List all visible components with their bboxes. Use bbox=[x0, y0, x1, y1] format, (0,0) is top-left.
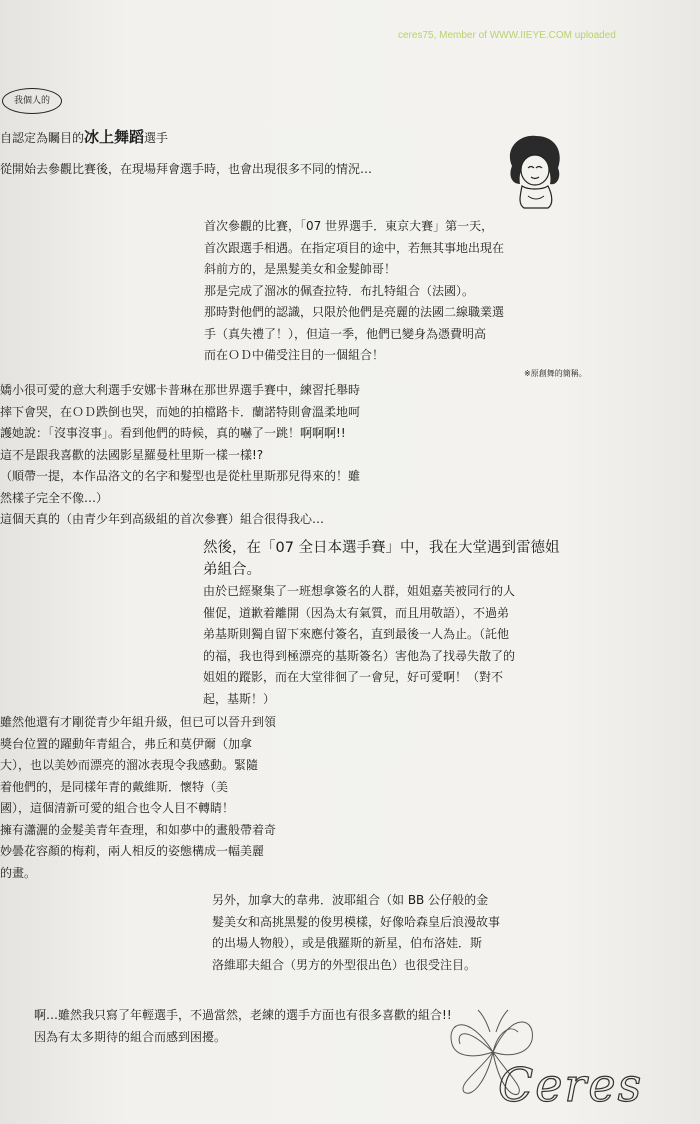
text-line: 啊…雖然我只寫了年輕選手，不過當然，老練的選手方面也有很多喜歡的組合!! bbox=[34, 1008, 452, 1022]
text-line: 因為有太多期待的組合而感到困擾。 bbox=[34, 1029, 227, 1044]
closing-paragraph bbox=[34, 1005, 634, 1048]
text-line: 着他們的，是同樣年青的戴維斯．懷特（美 bbox=[0, 779, 229, 794]
text-line: 那時對他們的認識，只限於他們是亮麗的法國二線職業選 bbox=[204, 305, 505, 319]
text-line: 的出場人物般），或是俄羅斯的新星，伯布洛娃．斯 bbox=[212, 936, 483, 950]
ceres-signature: Ceres bbox=[498, 1058, 644, 1112]
text-line: 嬌小很可愛的意大利選手安娜卡普琳在那世界選手賽中，練習托舉時 bbox=[0, 383, 361, 397]
text-line: 催促，道歉着離開（因為太有氣質，而且用敬語），不過弟 bbox=[203, 605, 510, 620]
paragraph-japan-nationals bbox=[203, 538, 653, 710]
speech-bubble-label: 我個人的 bbox=[2, 88, 62, 114]
text-line: 洛維耶夫組合（男方的外型很出色）也很受注目。 bbox=[212, 957, 477, 972]
text-line: 另外，加拿大的韋弗．波耶組合（如 BB 公仔般的金 bbox=[212, 893, 489, 907]
text-line: 起，基斯！） bbox=[203, 691, 276, 706]
intro-line: 從開始去參觀比賽後，在現場拜會選手時，也會出現很多不同的情況… bbox=[0, 162, 373, 176]
text-line: 大），也以美妙而漂亮的溜冰表現令我感動。緊隨 bbox=[0, 758, 259, 772]
text-line: 雖然他還有才剛從青少年組升級，但已可以晉升到領 bbox=[0, 715, 277, 729]
footnote: ※原創舞的簡稱。 bbox=[524, 369, 587, 378]
text-line: 國），這個清新可愛的組合也令人目不轉睛！ bbox=[0, 801, 235, 815]
text-line: 獎台位置的躍動年青組合，弗丘和莫伊爾（加拿 bbox=[0, 736, 253, 751]
text-line: 髮美女和高挑黑髮的俊男模樣，好像哈森皇后浪漫故事 bbox=[212, 914, 501, 929]
text-line: 這不是跟我喜歡的法國影星羅曼杜里斯一樣一樣!? bbox=[0, 447, 264, 462]
paragraph-other-pairs bbox=[212, 890, 652, 976]
paragraph-young-pairs bbox=[0, 712, 360, 884]
text-line: 首次跟選手相遇。在指定項目的途中，若無其事地出現在 bbox=[204, 240, 505, 255]
text-line: 妙曇花容顏的梅莉，兩人相反的姿態構成一幅美麗 bbox=[0, 844, 265, 858]
text-line: 手（真失禮了！），但這一季，他們已變身為憑費明高 bbox=[204, 326, 487, 341]
heading-suffix: 選手 bbox=[144, 131, 169, 145]
text-line: 弟組合。 bbox=[203, 561, 261, 578]
text-line: 的畫。 bbox=[0, 865, 37, 880]
text-line: 擁有瀟灑的金髮美青年查理，和如夢中的畫般帶着奇 bbox=[0, 822, 277, 837]
text-line: 這個天真的（由青少年到高級組的首次參賽）組合很得我心… bbox=[0, 512, 325, 526]
paragraph-worlds bbox=[204, 216, 634, 367]
section-heading bbox=[0, 126, 420, 147]
text-line: （順帶一提，本作品洛文的名字和髮型也是從杜里斯那兒得來的！雖 bbox=[0, 469, 361, 483]
uploader-watermark: ceres75, Member of WWW.IIEYE.COM uploaded bbox=[398, 30, 616, 41]
text-line: 弟基斯則獨自留下來應付簽名，直到最後一人為止。（託他 bbox=[203, 627, 510, 641]
text-line: 然後，在「07 全日本選手賽」中，我在大堂遇到雷德姐 bbox=[203, 540, 560, 556]
heading-prefix: 自認定為矚目的 bbox=[0, 131, 85, 145]
text-line: 而在ＯＤ中備受注目的一個組合！ bbox=[204, 348, 385, 362]
text-line: 姐姐的蹤影，而在大堂徘徊了一會兒，好可愛啊！（對不 bbox=[203, 670, 504, 684]
text-line: 的福，我也得到極漂亮的基斯簽名）害他為了找尋失散了的 bbox=[203, 648, 516, 663]
text-line: 首次參觀的比賽，「07 世界選手．東京大賽」第一天， bbox=[204, 219, 494, 233]
text-line: 摔下會哭，在ＯＤ跌倒也哭，而她的拍檔路卡．蘭諾特則會溫柔地呵 bbox=[0, 404, 361, 419]
author-doodle-icon bbox=[498, 130, 570, 212]
paragraph-italian-pair bbox=[0, 380, 520, 531]
text-line: 然樣子完全不像…） bbox=[0, 490, 109, 505]
text-line: 由於已經聚集了一班想拿簽名的人群，姐姐嘉芙被同行的人 bbox=[203, 584, 516, 598]
text-line: 護她說：「沒事沒事」。看到他們的時候，真的嚇了一跳！啊啊啊!! bbox=[0, 426, 346, 440]
heading-emphasis: 冰上舞蹈 bbox=[84, 128, 145, 146]
text-line: 斜前方的，是黑髮美女和金髮帥哥！ bbox=[204, 262, 397, 276]
text-line: 那是完成了溜冰的佩查拉特．布扎特組合（法國）。 bbox=[204, 283, 475, 298]
